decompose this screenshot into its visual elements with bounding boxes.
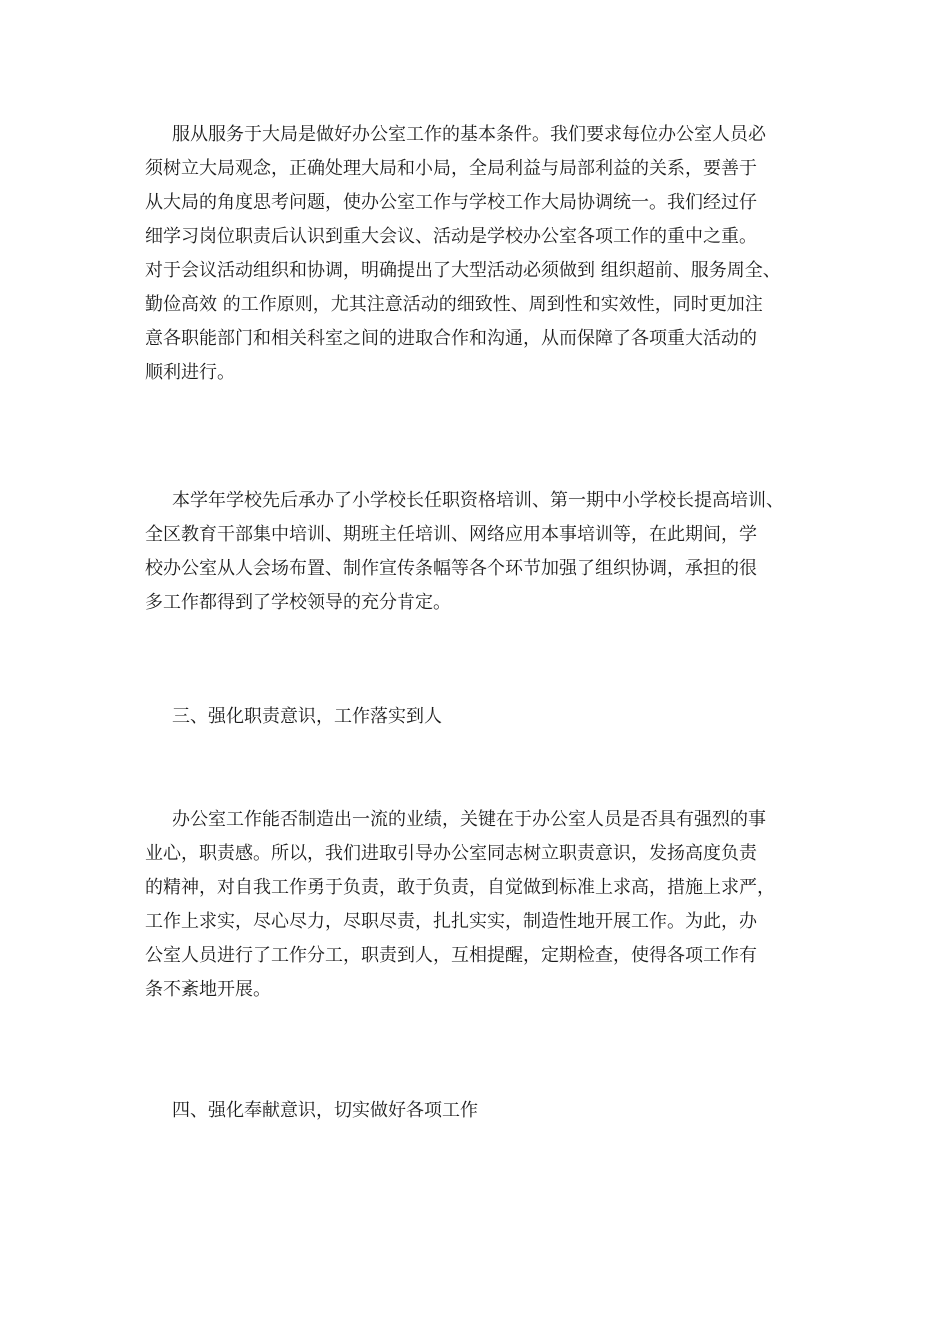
paragraph-line: 顺利进行。 — [145, 362, 235, 383]
paragraph-line: 业心，职责感。所以，我们进取引导办公室同志树立职责意识，发扬高度负责 — [145, 843, 757, 864]
paragraph-line: 对于会议活动组织和协调，明确提出了大型活动必须做到 组织超前、服务周全、 — [145, 260, 781, 281]
paragraph-line: 意各职能部门和相关科室之间的进取合作和沟通，从而保障了各项重大活动的 — [145, 328, 757, 349]
paragraph-line: 勤俭高效 的工作原则，尤其注意活动的细致性、周到性和实效性，同时更加注 — [145, 294, 763, 315]
paragraph-line: 多工作都得到了学校领导的充分肯定。 — [145, 592, 451, 613]
paragraph-line: 本学年学校先后承办了小学校长任职资格培训、第一期中小学校长提高培训、 — [172, 490, 784, 511]
paragraph-training-events — [145, 484, 835, 620]
paragraph-line: 服从服务于大局是做好办公室工作的基本条件。我们要求每位办公室人员必 — [172, 124, 766, 145]
paragraph-line: 须树立大局观念，正确处理大局和小局，全局利益与局部利益的关系，要善于 — [145, 158, 757, 179]
section-heading-text: 四、强化奉献意识，切实做好各项工作 — [172, 1100, 478, 1121]
section-heading-text: 三、强化职责意识，工作落实到人 — [172, 706, 442, 727]
paragraph-line: 从大局的角度思考问题，使办公室工作与学校工作大局协调统一。我们经过仔 — [145, 192, 757, 213]
section-heading-3 — [145, 700, 835, 734]
paragraph-line: 公室人员进行了工作分工，职责到人，互相提醒，定期检查，使得各项工作有 — [145, 945, 757, 966]
paragraph-line: 的精神，对自我工作勇于负责，敢于负责，自觉做到标准上求高，措施上求严， — [145, 877, 775, 898]
paragraph-line: 工作上求实，尽心尽力，尽职尽责，扎扎实实，制造性地开展工作。为此，办 — [145, 911, 757, 932]
paragraph-line: 办公室工作能否制造出一流的业绩，关键在于办公室人员是否具有强烈的事 — [172, 809, 766, 830]
paragraph-line: 细学习岗位职责后认识到重大会议、活动是学校办公室各项工作的重中之重。 — [145, 226, 757, 247]
paragraph-line: 全区教育干部集中培训、期班主任培训、网络应用本事培训等，在此期间，学 — [145, 524, 757, 545]
paragraph-line: 校办公室从人会场布置、制作宣传条幅等各个环节加强了组织协调，承担的很 — [145, 558, 757, 579]
section-heading-4 — [145, 1094, 835, 1128]
paragraph-responsibility — [145, 803, 835, 1007]
paragraph-service-overall — [145, 118, 835, 390]
paragraph-line: 条不紊地开展。 — [145, 979, 271, 1000]
